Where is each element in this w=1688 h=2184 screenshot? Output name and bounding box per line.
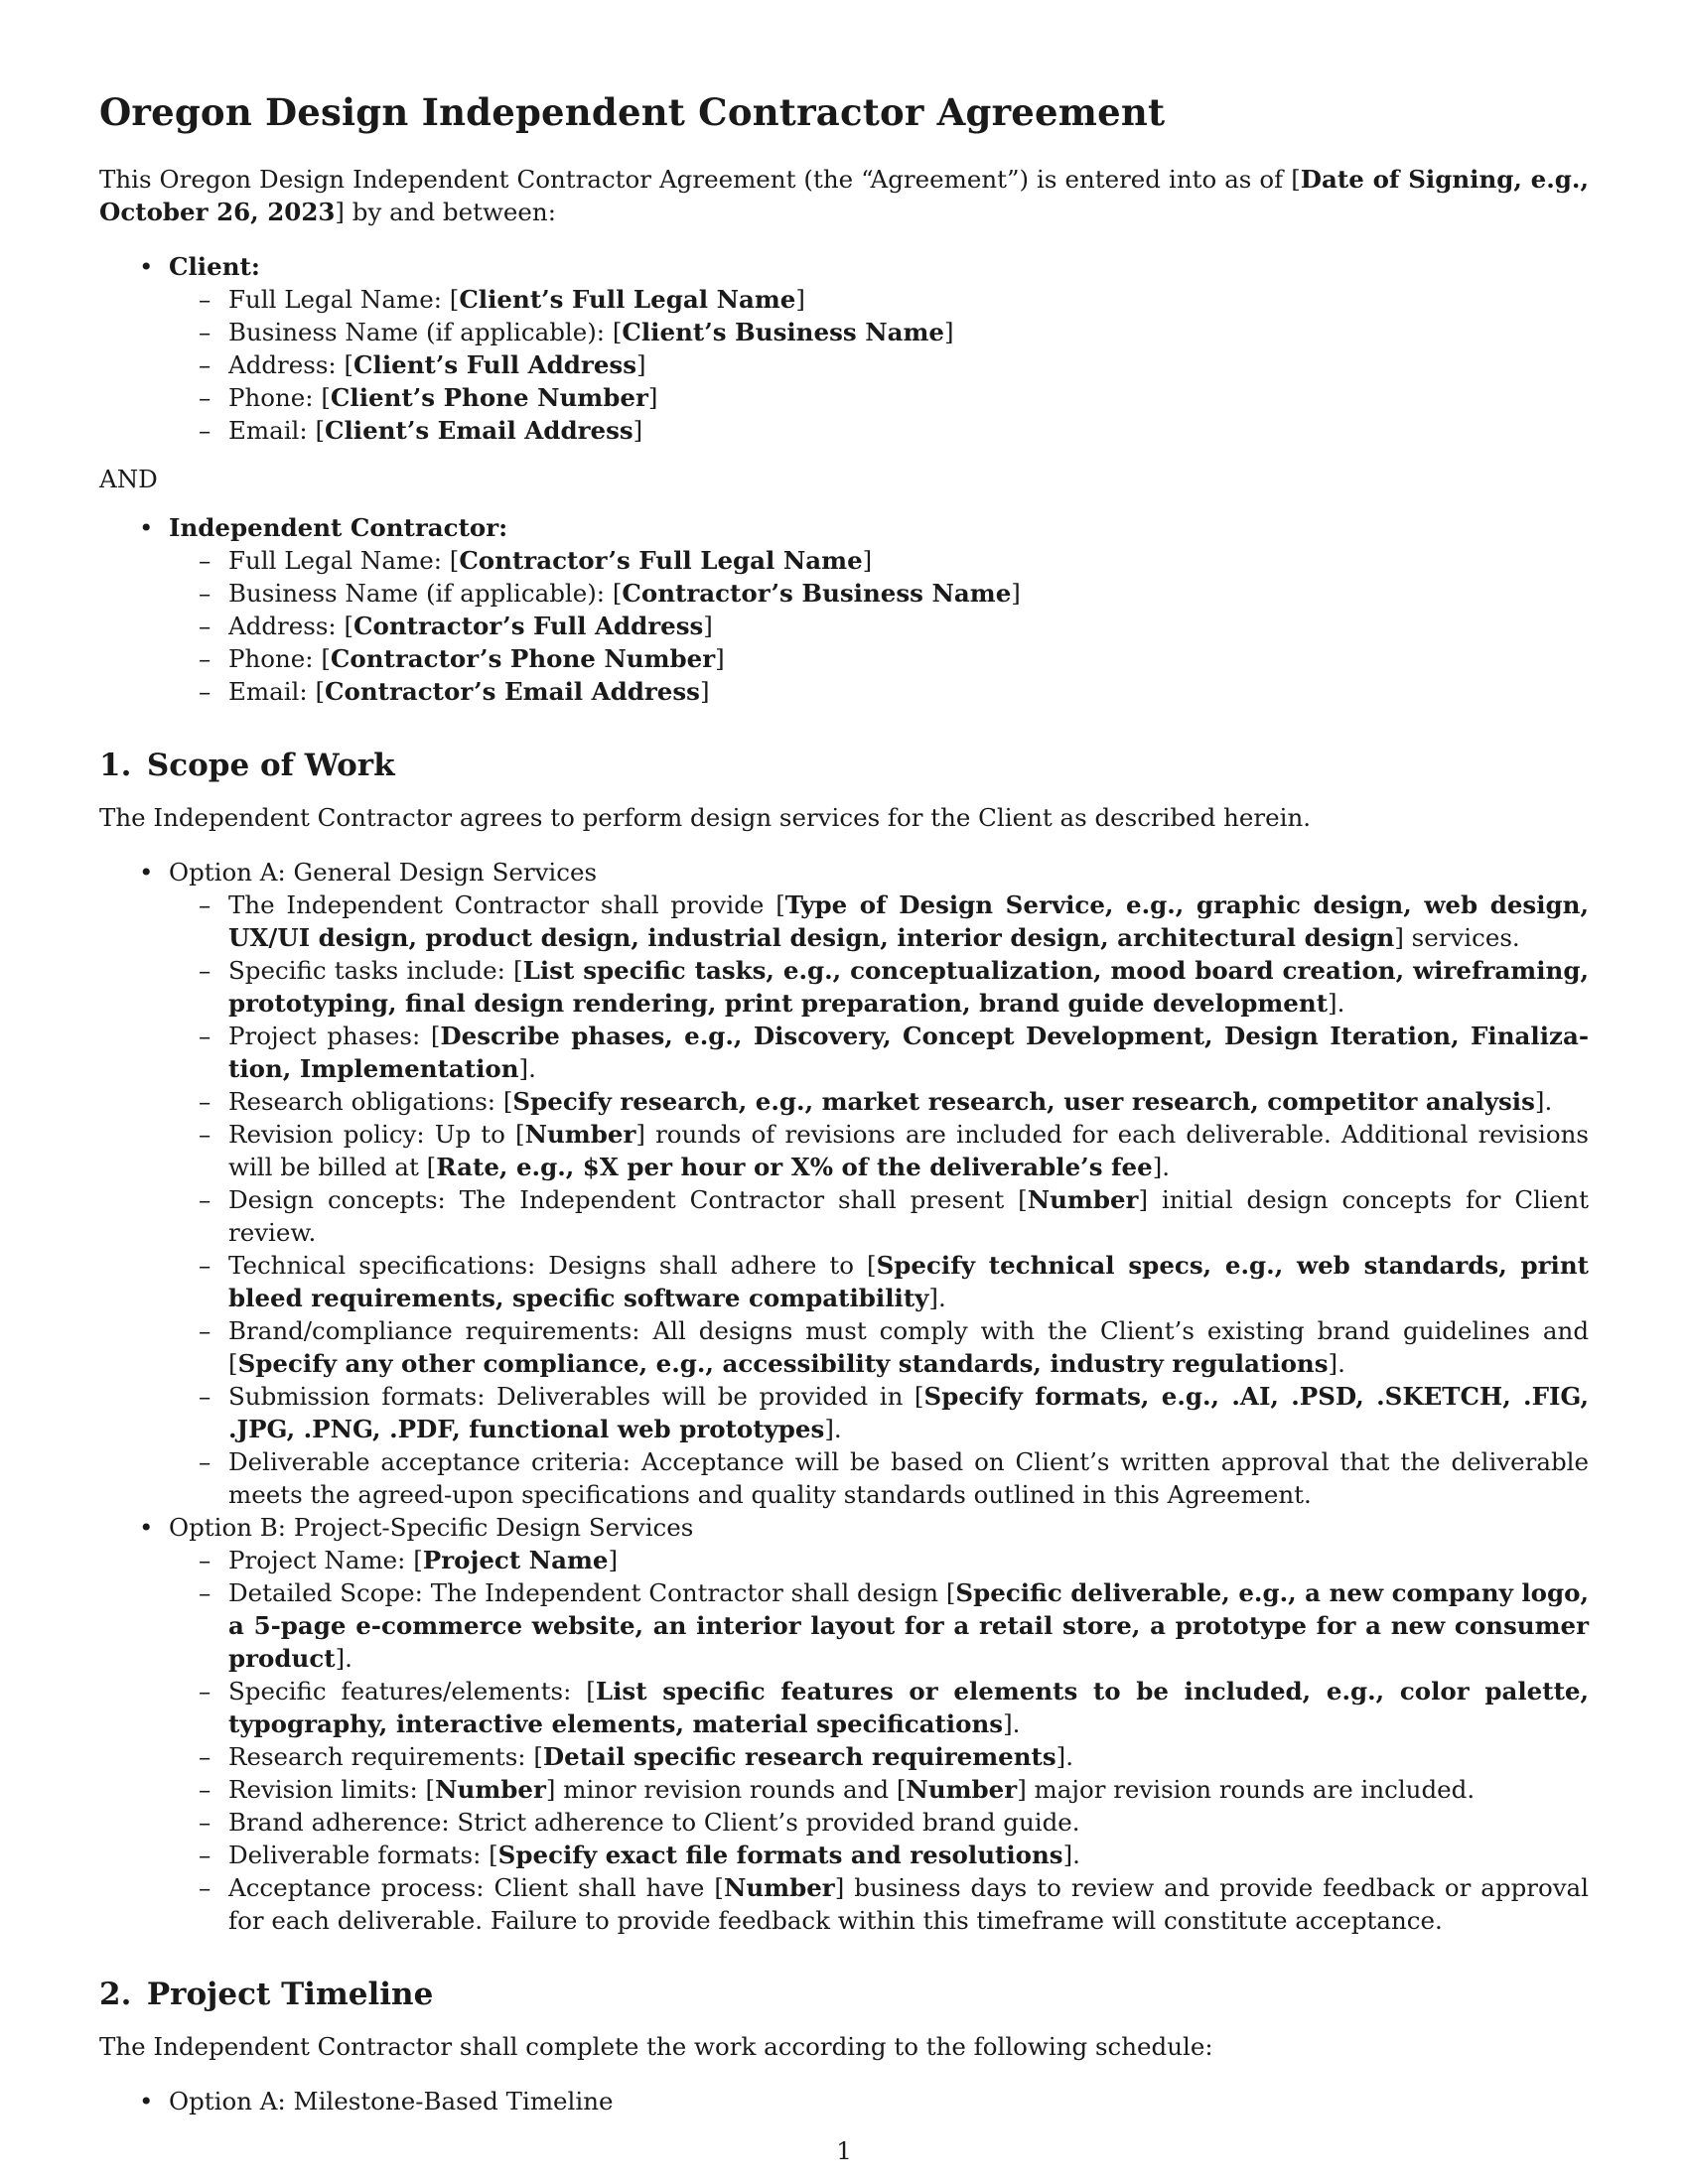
bullet-icon: •: [139, 1513, 154, 1542]
timeline-intro: The Independent Contractor shall complete the work according to the following schedule:: [99, 2032, 1213, 2061]
scope-intro: The Independent Contractor agrees to perform design services for the Client as described herein.: [99, 803, 1312, 832]
scope-b-item: – Specific features/elements: [List specific features or elements to be included, e.g., color palette, typography, interactive elements, material specifications].: [199, 1677, 1589, 1738]
contractor-field: – Address: [Contractor’s Full Address]: [199, 612, 713, 640]
contractor-field: – Phone: [Contractor’s Phone Number]: [199, 644, 725, 673]
scope-a-item: – Deliverable acceptance criteria: Acceptance will be based on Client’s written approval that the deliverable meets the agreed-upon specifications and quality standards outlined in this Agreement.: [199, 1447, 1589, 1509]
scope-b-item: – Detailed Scope: The Independent Contractor shall design [Specific deliverable, e.g., a new company logo, a 5-page e-commerce website, an interior layout for a retail store, a prototype for a new consumer product].: [199, 1578, 1590, 1673]
scope-a-item: – Brand/compliance requirements: All designs must comply with the Client’s existing brand guidelines and [Specify any other compliance, e.g., accessibility standards, industry regulations].: [199, 1316, 1589, 1378]
scope-a-item: – Design concepts: The Independent Contractor shall present [Number] initial design concepts for Client review.: [199, 1185, 1589, 1247]
scope-option-b: • Option B: Project-Specific Design Services – Project Name: [Project Name] – Detailed Scope: The Independent Contractor shall design [Specific deliverable, e.g., a new company logo, a 5-page e-commerce website, an interior layout for a retail store, a prototype for a new consumer product]. – Specific features/elements: [List specific features or elements to be included, e.g., color palette, typography, interactive elements, material specifications]. – Research requirements: [Detail specific research requirements]. – Revision limits: [Number] minor revision rounds and [Number] major revision rounds are included. – Brand adherence: Strict adherence to Client’s provided brand guide. – Deliverable formats: [Specify exact file formats and resolutions]. – Acceptance process: Client shall have [Number] business days to review and provide feedback or approval for each deliverable. Failure to provide feedback within this timeframe will constitute acceptance.: [139, 1513, 1590, 1935]
client-item: • Client: – Full Legal Name: [Client’s Full Legal Name] – Business Name (if applicable): [Client’s Business Name] – Address: [Client’s Full Address] – Phone: [Client’s Phone Number] – Email: [Client’s Email Address]: [99, 250, 1589, 447]
client-block: [99, 250, 1589, 447]
scope-b-item: – Acceptance process: Client shall have [Number] business days to review and provide feedback or approval for each deliverable. Failure to provide feedback within this timeframe will constitute acceptance.: [199, 1873, 1589, 1935]
contractor-field: – Email: [Contractor’s Email Address]: [199, 677, 710, 706]
client-field: – Phone: [Client’s Phone Number]: [199, 383, 658, 412]
bullet-icon: •: [139, 252, 154, 281]
bullet-icon: •: [139, 513, 154, 542]
scope-a-item: – Submission formats: Deliverables will be provided in [Specify formats, e.g., .AI, .PSD, .SKETCH, .FIG, .JPG, .PNG, .PDF, functional web prototypes].: [199, 1382, 1589, 1443]
scope-a-item: – Project phases: [Describe phases, e.g., Discovery, Concept Development, Design Iteration, Finalization, Implementation].: [199, 1022, 1589, 1083]
page-number: 1: [836, 2136, 852, 2165]
timeline-option-a: • Option A: Milestone-Based Timeline: [139, 2087, 614, 2116]
scope-a-item: – Specific tasks include: [List specific tasks, e.g., conceptualization, mood board creation, wireframing, prototyping, final design rendering, print preparation, brand guide development].: [199, 956, 1590, 1018]
document-page: [99, 87, 1589, 2117]
scope-a-item: – Research obligations: [Specify research, e.g., market research, user research, competitor analysis].: [199, 1087, 1553, 1116]
bullet-icon: •: [139, 858, 154, 887]
document-title: Oregon Design Independent Contractor Agreement: [99, 90, 1166, 134]
scope-a-item: – Technical specifications: Designs shall adhere to [Specify technical specs, e.g., web standards, print bleed requirements, specific software compatibility].: [199, 1251, 1589, 1312]
scope-options: [99, 856, 1589, 1937]
client-field: – Business Name (if applicable): [Client’s Business Name]: [199, 318, 954, 346]
scope-b-item: – Research requirements: [Detail specific research requirements].: [199, 1742, 1073, 1771]
contractor-field: – Full Legal Name: [Contractor’s Full Legal Name]: [199, 546, 873, 575]
scope-b-item: – Brand adherence: Strict adherence to Client’s provided brand guide.: [199, 1808, 1080, 1837]
scope-b-item: – Project Name: [Project Name]: [199, 1546, 619, 1574]
contractor-block: [99, 511, 1589, 708]
scope-b-item: – Deliverable formats: [Specify exact file formats and resolutions].: [199, 1841, 1080, 1869]
section-heading-scope: 1. Scope of Work: [99, 748, 395, 783]
timeline-options: [99, 2085, 1589, 2117]
client-field: – Full Legal Name: [Client’s Full Legal Name]: [199, 285, 805, 314]
section-heading-timeline: 2. Project Timeline: [99, 1977, 434, 2012]
contractor-item: • Independent Contractor: – Full Legal Name: [Contractor’s Full Legal Name] – Business Name (if applicable): [Contractor’s Business Name] – Address: [Contractor’s Full Address] – Phone: [Contractor’s Phone Number] – Email: [Contractor’s Email Address]: [99, 511, 1589, 708]
bullet-icon: •: [139, 2087, 154, 2116]
scope-b-item: – Revision limits: [Number] minor revision rounds and [Number] major revision rounds are included.: [199, 1775, 1476, 1804]
client-field: – Address: [Client’s Full Address]: [199, 350, 646, 379]
scope-a-item: – Revision policy: Up to [Number] rounds of revisions are included for each deliverable. Additional revisions will be billed at [Rate, e.g., $X per hour or X% of the deliverable’s fee].: [199, 1120, 1589, 1181]
and-separator: AND: [99, 465, 158, 493]
scope-option-a: • Option A: General Design Services – The Independent Contractor shall provide [Type of Design Service, e.g., graphic design, web design, UX/UI design, product design, industrial design, interior design, architectural design] services. – Specific tasks include: [List specific tasks, e.g., conceptualization, mood board creation, wireframing, prototyping, final design rendering, print preparation, brand guide development]. – Project phases: [Describe phases, e.g., Discovery, Concept Development, Design Iteration, Finalization, Implementation]. – Research obligations: [Specify research, e.g., market research, user research, competitor analysis]. – Revision policy: Up to [Number] rounds of revisions are included for each deliverable. Additional revisions will be billed at [Rate, e.g., $X per hour or X% of the deliverable’s fee]. – Design concepts: The Independent Contractor shall present [Number] initial design concepts for Client review. – Technical specifications: Designs shall adhere to [Specify technical specs, e.g., web standards, print bleed requirements, specific software compatibility]. – Brand/compliance requirements: All designs must comply with the Client’s existing brand guidelines and [Specify any other compliance, e.g., accessibility standards, industry regulations]. – Submission formats: Deliverables will be provided in [Specify formats, e.g., .AI, .PSD, .SKETCH, .FIG, .JPG, .PNG, .PDF, functional web prototypes]. – Deliverable acceptance criteria: Acceptance will be based on Client’s written approval that the deliverable meets the agreed-upon specifications and quality standards outlined in this Agreement.: [139, 858, 1590, 1509]
intro-paragraph: This Oregon Design Independent Contractor Agreement (the “Agreement”) is entered into as of [Date of Signing, e.g., October 26, 2023] by and between:: [99, 165, 1589, 226]
scope-a-item: – The Independent Contractor shall provide [Type of Design Service, e.g., graphic design, web design, UX/UI design, product design, industrial design, interior design, architectural design] services.: [199, 890, 1589, 952]
contractor-field: – Business Name (if applicable): [Contractor’s Business Name]: [199, 579, 1021, 608]
client-field: – Email: [Client’s Email Address]: [199, 416, 643, 445]
